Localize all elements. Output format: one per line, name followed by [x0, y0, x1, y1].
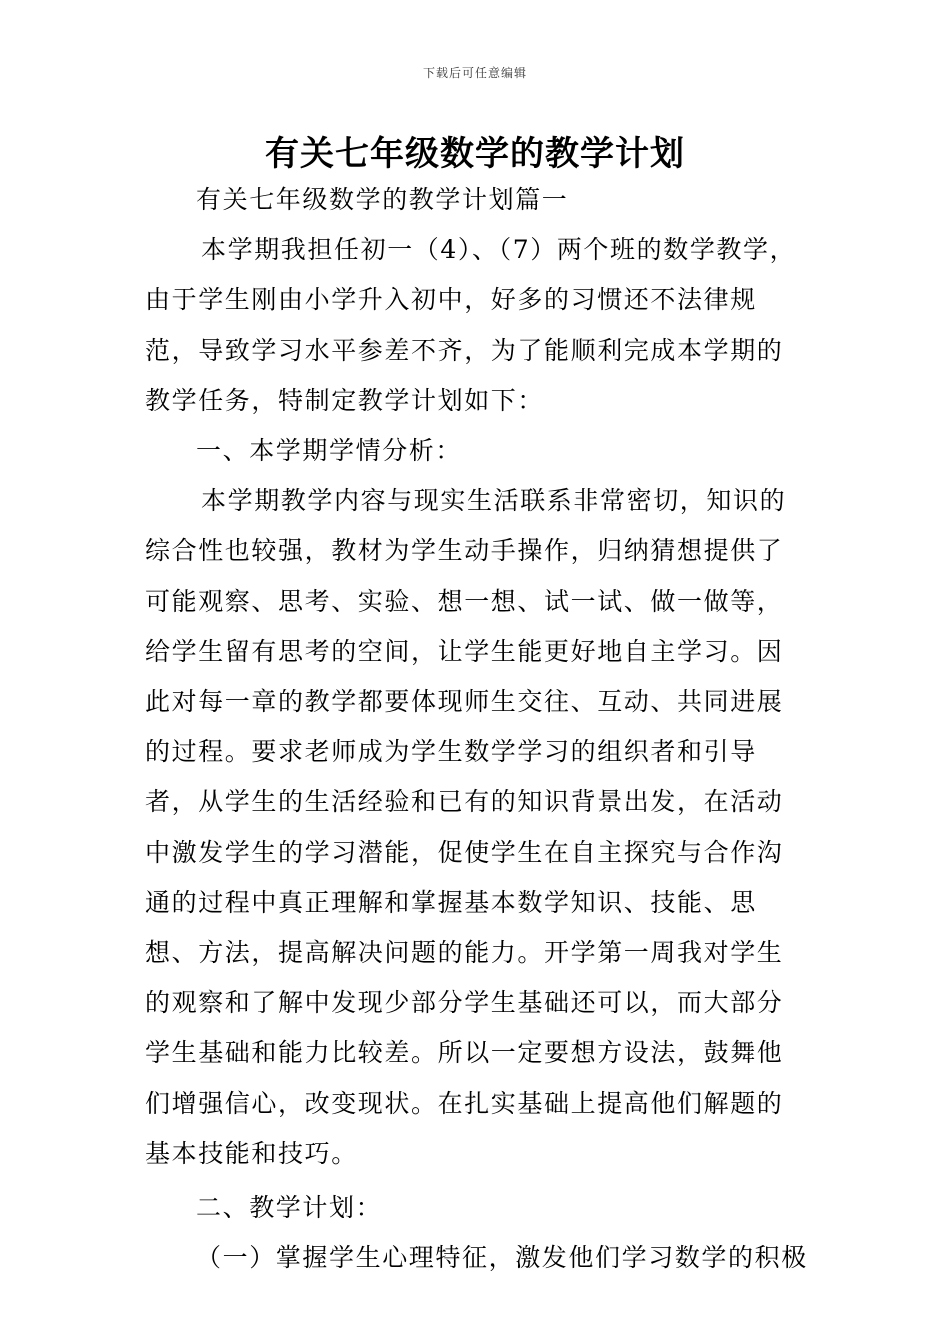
- section-2-item-1: （一）掌握学生心理特征，激发他们学习数学的积极: [196, 1243, 808, 1273]
- intro-paragraph: 本学期我担任初一（4）、（7）两个班的数学教学，由于学生刚由小学升入初中，好多的习惯还不法律规范，导致学习水平参差不齐，为了能顺利完成本学期的教学任务，特制定教学计划如下：: [145, 235, 797, 415]
- section-2-heading: 二、教学计划：: [196, 1193, 383, 1223]
- section-1-heading: 一、本学期学情分析：: [196, 436, 463, 466]
- header-note: 下载后可任意编辑: [422, 66, 527, 80]
- section-1-paragraph: 本学期教学内容与现实生活联系非常密切，知识的综合性也较强，教材为学生动手操作，归纳猜想提供了可能观察、思考、实验、想一想、试一试、做一做等，给学生留有思考的空间，让学生能更好地自主学习。因此对每一章的教学都要体现师生交往、互动、共同进展的过程。要求老师成为学生数学学习的组织者和引导者，从学生的生活经验和已有的知识背景出发，在活动中激发学生的学习潜能，促使学生在自主探究与合作沟通的过程中真正理解和掌握基本数学知识、技能、思想、方法，提高解决问题的能力。开学第一周我对学生的观察和了解中发现少部分学生基础还可以，而大部分学生基础和能力比较差。所以一定要想方设法，鼓舞他们增强信心，改变现状。在扎实基础上提高他们解题的基本技能和技巧。: [145, 486, 787, 1168]
- document-body: [145, 175, 809, 1283]
- document-subtitle: 有关七年级数学的教学计划篇一: [196, 185, 569, 214]
- document-title: 有关七年级数学的教学计划: [265, 134, 685, 174]
